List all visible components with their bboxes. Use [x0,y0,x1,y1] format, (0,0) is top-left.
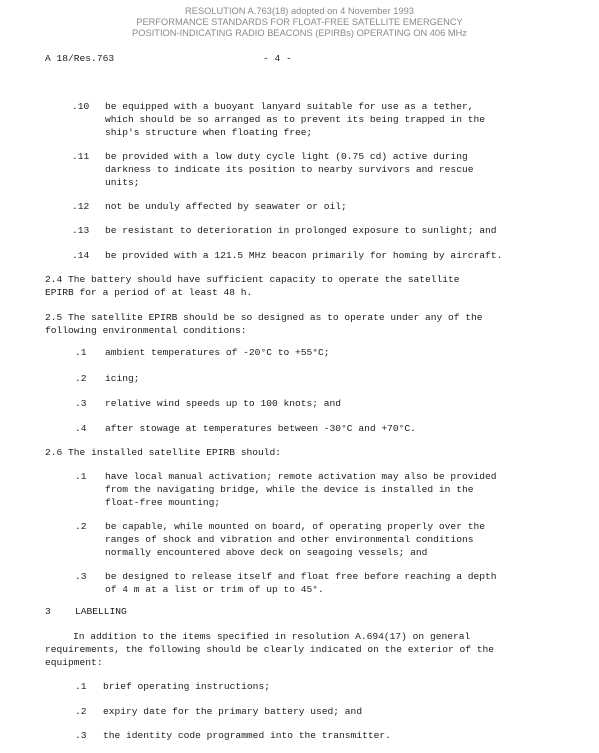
item-text: relative wind speeds up to 100 knots; and [105,398,342,409]
item-number: .3 [75,730,87,741]
paragraph-3: In addition to the items specified in resolution A.694(17) on general requirements, the following should be clearly indicated on the exterior of the equipment: [45,631,495,668]
item-number: .4 [75,423,87,434]
item-number: .12 [72,201,90,212]
item-number: .1 [75,681,87,692]
item-text: have local manual activation; remote activation may also be provided from the navigating bridge, while the device is installed in the float-free mounting; [105,471,497,508]
item-text: be capable, while mounted on board, of operating properly over the ranges of shock and vibration and other environmental conditions normally encountered above deck on seagoing vessels; and [105,521,485,558]
item-text: be designed to release itself and float free before reaching a depth of 4 m at a list or trim of up to 45°. [105,571,497,595]
item-text: be provided with a low duty cycle light (0.75 cd) active during darkness to indicate its position to nearby survivors and rescue units; [105,151,474,188]
section-title: LABELLING [75,606,127,617]
header-line-2: PERFORMANCE STANDARDS FOR FLOAT-FREE SATELLITE EMERGENCY [136,17,463,27]
item-text: be resistant to deterioration in prolonged exposure to sunlight; and [105,225,497,236]
document-reference: A 18/Res.763 [45,53,115,64]
item-number: .2 [75,373,87,384]
item-text: brief operating instructions; [103,681,270,692]
paragraph-2-4: 2.4 The battery should have sufficient capacity to operate the satellite EPIRB for a period of at least 48 h. [45,274,460,298]
item-number: .14 [72,250,90,261]
item-text: not be unduly affected by seawater or oil; [105,201,347,212]
page-number: - 4 - [263,53,292,64]
item-number: .13 [72,225,90,236]
item-number: .3 [75,398,87,409]
item-number: .2 [75,521,87,532]
item-text: icing; [105,373,140,384]
item-number: .11 [72,151,90,162]
item-text: ambient temperatures of -20°C to +55°C; [105,347,330,358]
header-line-1: RESOLUTION A.763(18) adopted on 4 November 1993 [185,6,414,16]
item-text: be provided with a 121.5 MHz beacon primarily for homing by aircraft. [105,250,503,261]
item-text: the identity code programmed into the transmitter. [103,730,391,741]
item-number: .2 [75,706,87,717]
section-number: 3 [45,606,51,617]
paragraph-2-6: 2.6 The installed satellite EPIRB should: [45,447,282,458]
item-text: expiry date for the primary battery used; and [103,706,363,717]
item-number: .3 [75,571,87,582]
item-number: .1 [75,347,87,358]
header-line-3: POSITION-INDICATING RADIO BEACONS (EPIRBs) OPERATING ON 406 MHz [132,28,467,38]
item-text: be equipped with a buoyant lanyard suitable for use as a tether, which should be so arranged as to prevent its being trapped in the ship's structure when floating free; [105,101,485,138]
item-text: after stowage at temperatures between -30°C and +70°C. [105,423,416,434]
item-number: .1 [75,471,87,482]
paragraph-2-5: 2.5 The satellite EPIRB should be so designed as to operate under any of the following environmental conditions: [45,312,483,336]
item-number: .10 [72,101,90,112]
